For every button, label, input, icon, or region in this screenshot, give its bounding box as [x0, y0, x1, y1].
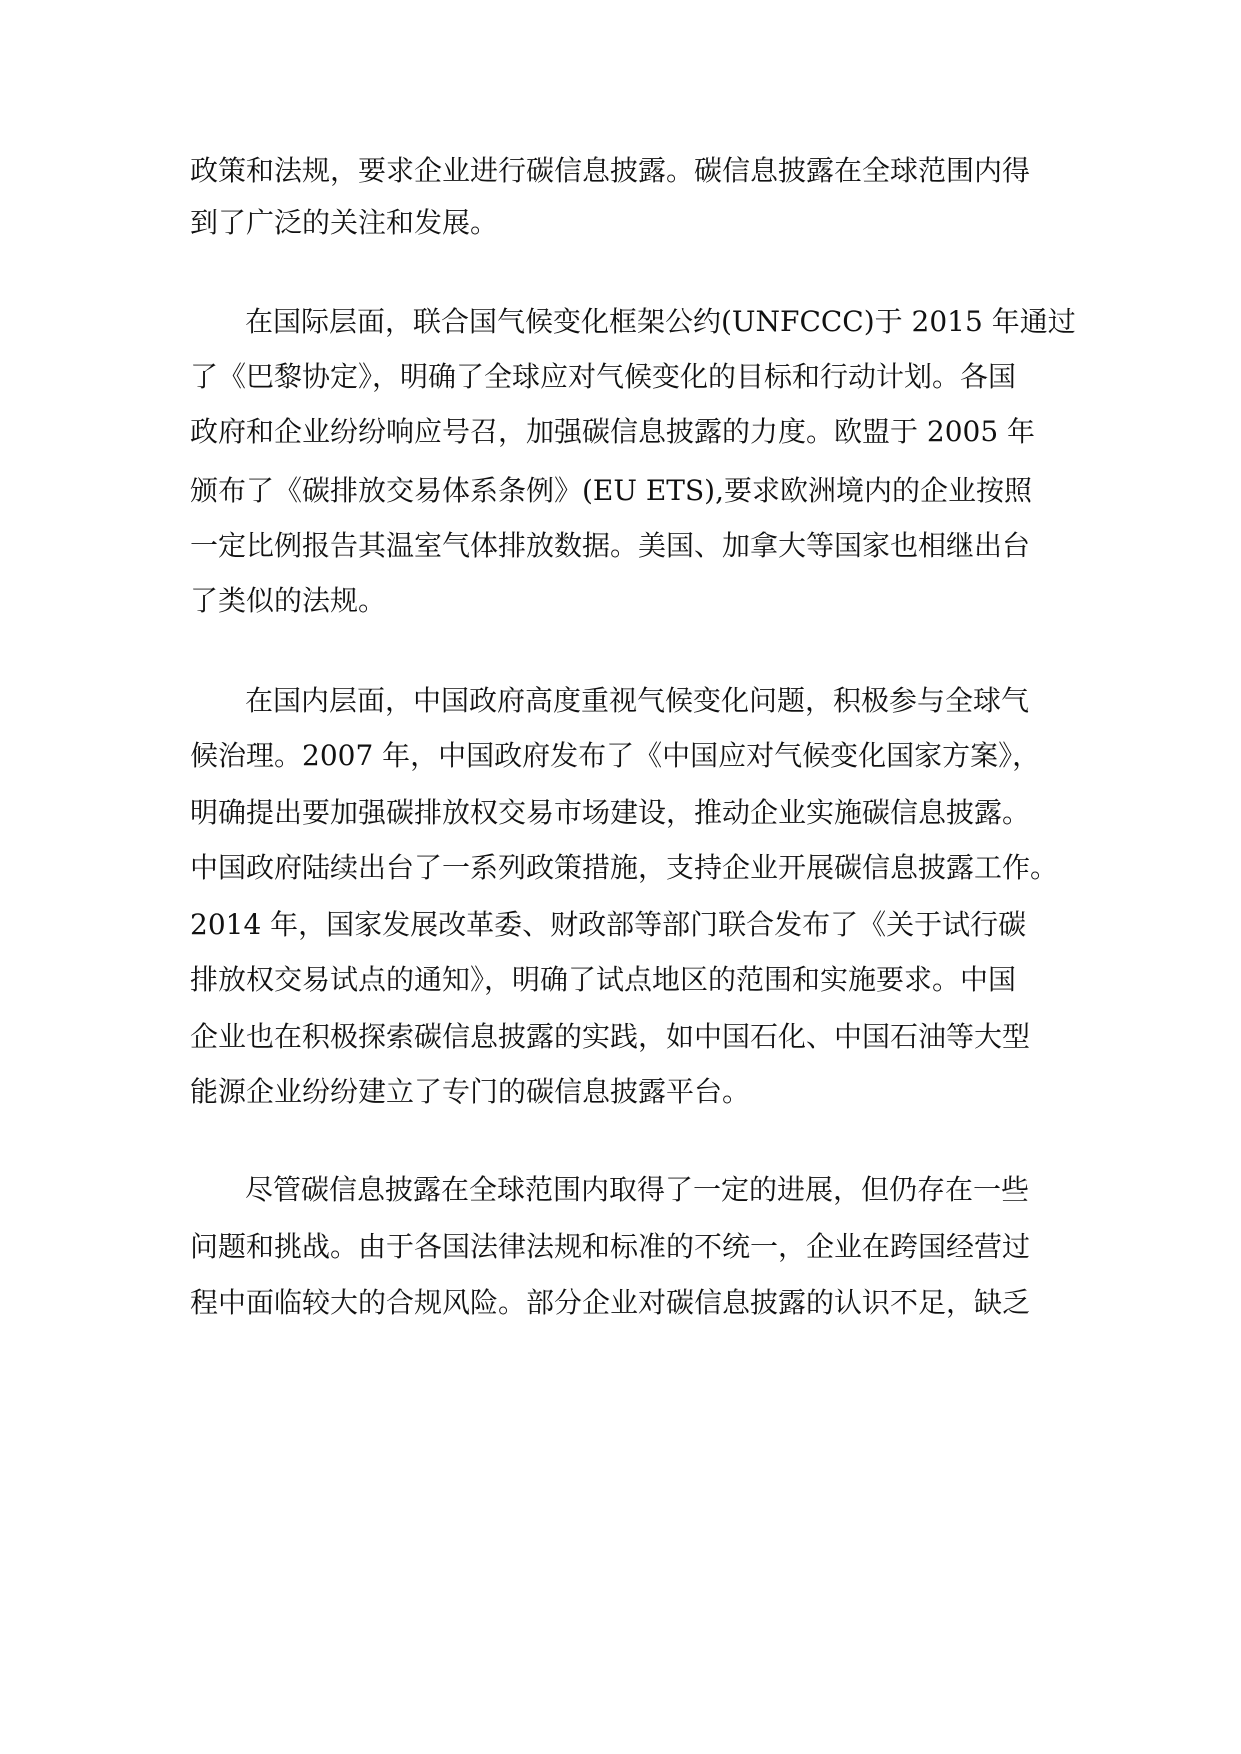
text-line: 问题和挑战。由于各国法律法规和标准的不统一，企业在跨国经营过: [190, 1230, 1031, 1263]
text-line: 政策和法规，要求企业进行碳信息披露。碳信息披露在全球范围内得: [190, 154, 1031, 187]
text-line: 排放权交易试点的通知》，明确了试点地区的范围和实施要求。中国: [190, 963, 1017, 996]
text-line: 能源企业纷纷建立了专门的碳信息披露平台。: [190, 1075, 751, 1108]
text-line: 候治理。2007 年，中国政府发布了《中国应对气候变化国家方案》，: [190, 739, 1041, 772]
text-line: 一定比例报告其温室气体排放数据。美国、加拿大等国家也相继出台: [190, 529, 1031, 562]
text-line: 2014 年，国家发展改革委、财政部等部门联合发布了《关于试行碳: [190, 908, 1027, 941]
paragraph-first-line: 在国内层面，中国政府高度重视气候变化问题，积极参与全球气: [245, 684, 1030, 717]
text-line: 企业也在积极探索碳信息披露的实践，如中国石化、中国石油等大型: [190, 1020, 1031, 1053]
text-line: 中国政府陆续出台了一系列政策措施，支持企业开展碳信息披露工作。: [190, 851, 1059, 884]
text-line: 政府和企业纷纷响应号召，加强碳信息披露的力度。欧盟于 2005 年: [190, 415, 1036, 448]
paragraph-first-line: 在国际层面，联合国气候变化框架公约(UNFCCC)于 2015 年通过: [245, 305, 1076, 338]
text-line: 明确提出要加强碳排放权交易市场建设，推动企业实施碳信息披露。: [190, 796, 1031, 829]
text-line: 到了广泛的关注和发展。: [190, 206, 499, 239]
paragraph-first-line: 尽管碳信息披露在全球范围内取得了一定的进展，但仍存在一些: [245, 1173, 1030, 1206]
text-line: 了《巴黎协定》，明确了全球应对气候变化的目标和行动计划。各国: [190, 360, 1017, 393]
text-line: 程中面临较大的合规风险。部分企业对碳信息披露的认识不足，缺乏: [190, 1286, 1031, 1319]
text-line: 颁布了《碳排放交易体系条例》(EU ETS),要求欧洲境内的企业按照: [190, 474, 1032, 507]
text-line: 了类似的法规。: [190, 584, 387, 617]
